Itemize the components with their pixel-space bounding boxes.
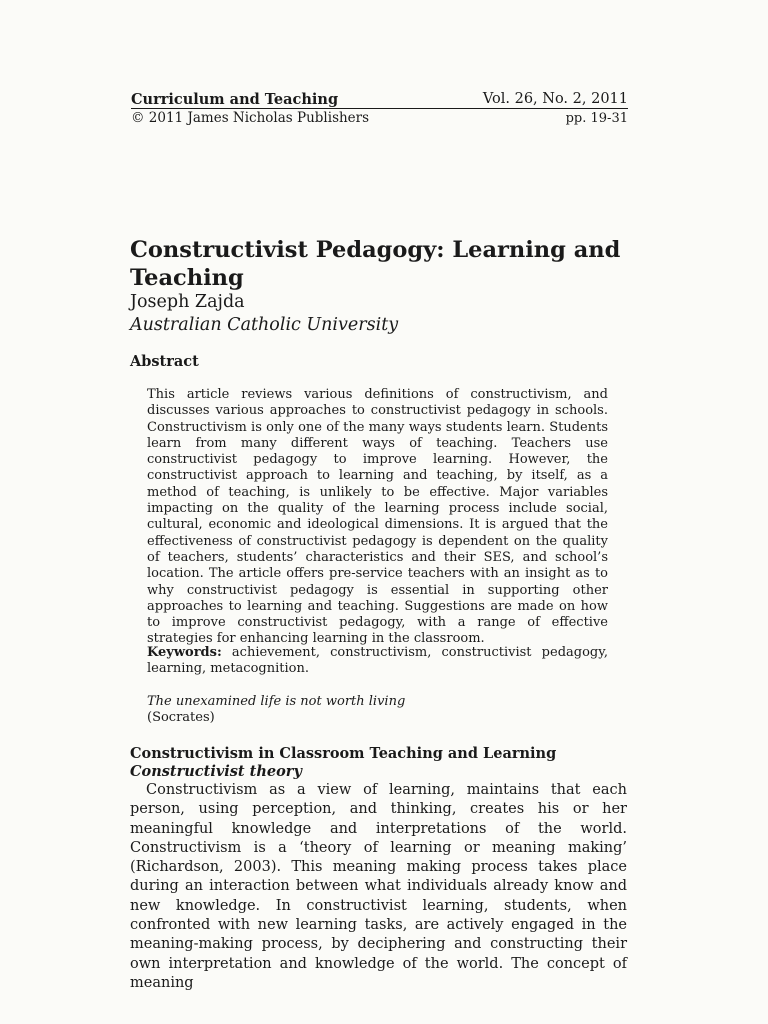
header-rule bbox=[131, 108, 628, 109]
article-title: Constructivist Pedagogy: Learning and Teaching bbox=[130, 237, 621, 291]
author-affiliation: Australian Catholic University bbox=[130, 315, 399, 335]
page-range: pp. 19-31 bbox=[565, 111, 628, 126]
volume-info: Vol. 26, No. 2, 2011 bbox=[482, 91, 628, 107]
keywords-list: achievement, constructivism, constructivist pedagogy, learning, metacognition. bbox=[147, 645, 608, 677]
keywords-label: Keywords: bbox=[147, 645, 222, 660]
epigraph bbox=[147, 694, 405, 726]
epigraph-quote: The unexamined life is not worth living bbox=[147, 694, 406, 709]
abstract-heading: Abstract bbox=[130, 353, 199, 370]
author-name: Joseph Zajda bbox=[130, 292, 245, 312]
subsection-heading: Constructivist theory bbox=[130, 763, 302, 780]
journal-name: Curriculum and Teaching bbox=[131, 91, 339, 108]
abstract-text: This article reviews various definitions of constructivism, and discusses various approaches to constructivist pedagogy in schools. Constructivism is only one of the many ways students learn. Students learn from many different ways of teaching. Teachers use constructivist pedagogy to improve learning. However, the constructivist approach to learning and teaching, by itself, as a method of teaching, is unlikely to be effective. Major variables impacting on the quality of the learning process include social, cultural, economic and ideological dimensions. It is argued that the effectiveness of constructivist pedagogy is dependent on the quality of teachers, students’ characteristics and their SES, and school’s location. The article offers pre-service teachers with an insight as to why constructivist pedagogy is essential in supporting other approaches to learning and teaching. Suggestions are made on how to improve constructivist pedagogy, with a range of effective strategies for enhancing learning in the classroom. bbox=[147, 387, 608, 647]
section-heading: Constructivism in Classroom Teaching and Learning bbox=[130, 745, 557, 762]
body-paragraph: Constructivism as a view of learning, maintains that each person, using perception, and thinking, creates his or her meaningful knowledge and interpretations of the world. Constructivism is a ‘theory of learning or meaning making’ (Richardson, 2003). This meaning making process takes place during an interaction between what individuals already know and new knowledge. In constructivist learning, students, when confronted with new learning tasks, are actively engaged in the meaning-making process, by deciphering and constructing their own interpretation and knowledge of the world. The concept of meaning bbox=[130, 782, 627, 991]
publisher-info: © 2011 James Nicholas Publishers bbox=[131, 110, 370, 126]
keywords bbox=[147, 645, 608, 678]
epigraph-attribution: (Socrates) bbox=[147, 710, 215, 725]
